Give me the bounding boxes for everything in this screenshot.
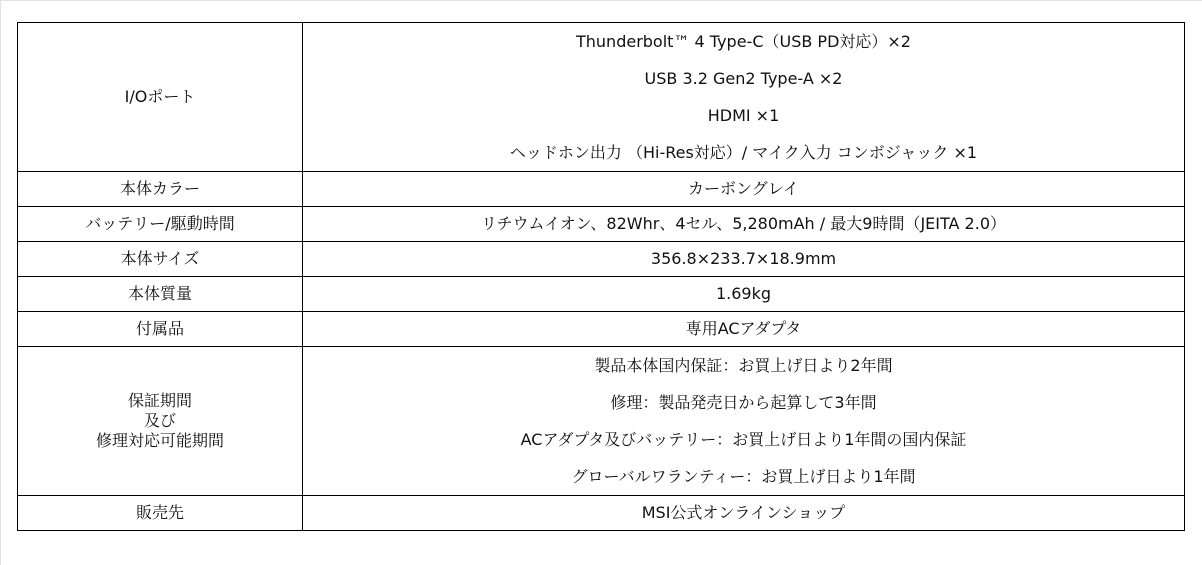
table-row (18, 242, 1185, 277)
value-line: 修理：製品発売日から起算して3年間 (610, 392, 877, 412)
table-row (18, 172, 1185, 207)
row-value-color (303, 172, 1185, 207)
value-line: 356.8×233.7×18.9mm (650, 249, 837, 268)
label-line: バッテリー/駆動時間 (85, 214, 235, 233)
row-value-seller (303, 496, 1185, 531)
row-value-size (303, 242, 1185, 277)
label-line: 本体サイズ (120, 249, 200, 268)
value-line: カーボングレイ (688, 179, 799, 198)
row-value-warranty (303, 347, 1185, 496)
value-line: 製品本体国内保証：お買上げ日より2年間 (594, 355, 893, 375)
row-label-io-ports (18, 23, 303, 172)
row-label-accessories (18, 312, 303, 347)
value-line: Thunderbolt™ 4 Type-C（USB PD対応）×2 (576, 31, 911, 51)
label-line: 本体質量 (127, 284, 192, 303)
row-label-warranty (18, 347, 303, 496)
value-line: 専用ACアダプタ (685, 319, 802, 338)
label-line: 修理対応可能期間 (95, 431, 224, 450)
value-line: MSI公式オンラインショップ (641, 503, 846, 522)
value-line: リチウムイオン、82Whr、4セル、5,280mAh / 最大9時間（JEITA 2.0） (480, 214, 1006, 233)
table-row (18, 347, 1185, 496)
table-row (18, 312, 1185, 347)
value-line: HDMI ×1 (707, 105, 780, 125)
row-value-weight (303, 277, 1185, 312)
row-label-seller (18, 496, 303, 531)
value-line: ACアダプタ及びバッテリー：お買上げ日より1年間の国内保証 (520, 429, 967, 449)
label-line: 本体カラー (119, 179, 200, 198)
label-line: 販売先 (135, 503, 184, 522)
value-line: 1.69kg (715, 284, 772, 303)
spec-table (17, 22, 1185, 531)
table-row (18, 207, 1185, 242)
value-line: USB 3.2 Gen2 Type-A ×2 (644, 68, 843, 88)
table-row (18, 277, 1185, 312)
table-row (18, 23, 1185, 172)
row-label-size (18, 242, 303, 277)
row-value-accessories (303, 312, 1185, 347)
value-line: ヘッドホン出力 （Hi-Res対応）/ マイク入力 コンボジャック ×1 (509, 142, 978, 162)
label-line: 付属品 (135, 319, 184, 338)
row-value-io-ports (303, 23, 1185, 172)
row-label-color (18, 172, 303, 207)
row-value-battery (303, 207, 1185, 242)
label-line: 及び (143, 411, 176, 430)
row-label-weight (18, 277, 303, 312)
row-label-battery (18, 207, 303, 242)
table-row (18, 496, 1185, 531)
label-line: 保証期間 (127, 391, 192, 410)
value-line: グローバルワランティー：お買上げ日より1年間 (571, 466, 916, 486)
label-line: I/Oポート (124, 87, 196, 106)
